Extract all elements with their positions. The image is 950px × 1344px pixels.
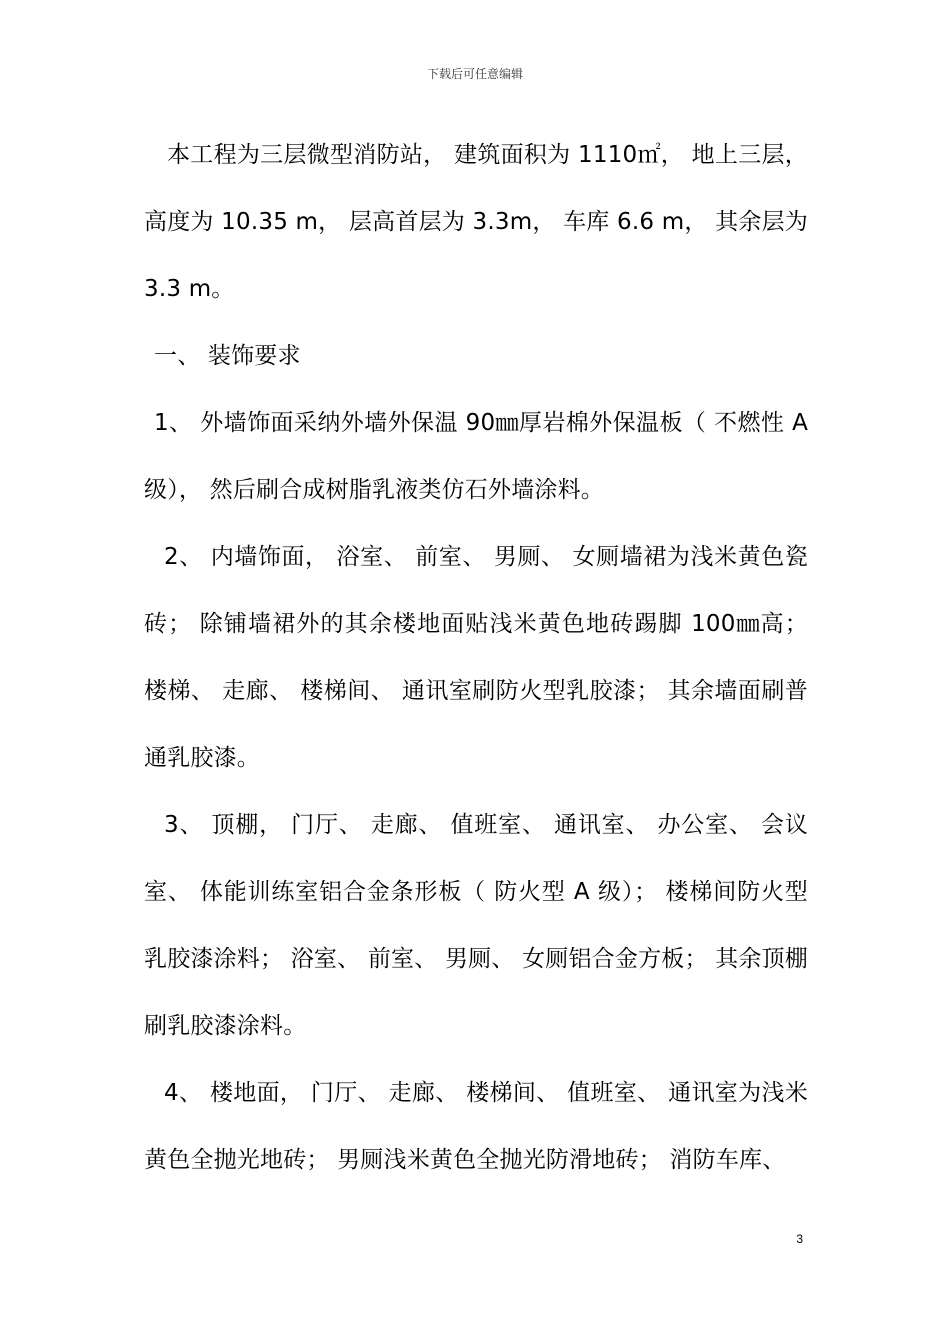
- section-heading: 一、 装饰要求: [154, 343, 301, 369]
- document-body: [144, 122, 808, 1194]
- paragraph-item-1: 1、 外墙饰面采纳外墙外保温 90㎜厚岩棉外保温板（ 不燃性 A 级）， 然后刷合成树脂乳液类仿石外墙涂料。: [144, 410, 808, 503]
- paragraph-item-2: 2、 内墙饰面， 浴室、 前室、 男厕、 女厕墙裙为浅米黄色瓷砖； 除铺墙裙外的其余楼地面贴浅米黄色地砖踢脚 100㎜高； 楼梯、 走廊、 楼梯间、 通讯室刷防火型乳胶漆； 其余墙面刷普通乳胶漆。: [144, 544, 808, 771]
- paragraph-item-4: 4、 楼地面， 门厅、 走廊、 楼梯间、 值班室、 通讯室为浅米黄色全抛光地砖； 男厕浅米黄色全抛光防滑地砖； 消防车库、: [144, 1080, 808, 1173]
- page-header: 下载后可任意编辑: [426, 67, 523, 81]
- page-number: 3: [796, 1232, 803, 1246]
- paragraph-item-3: 3、 顶棚， 门厅、 走廊、 值班室、 通讯室、 办公室、 会议室、 体能训练室铝合金条形板（ 防火型 A 级）； 楼梯间防火型乳胶漆涂料； 浴室、 前室、 男厕、 女厕铝合金方板； 其余顶棚刷乳胶漆涂料。: [144, 812, 808, 1039]
- paragraph-intro: 本工程为三层微型消防站， 建筑面积为 1110㎡， 地上三层，高度为 10.35 m， 层高首层为 3.3m， 车库 6.6 m， 其余层为3.3 m。: [144, 142, 808, 302]
